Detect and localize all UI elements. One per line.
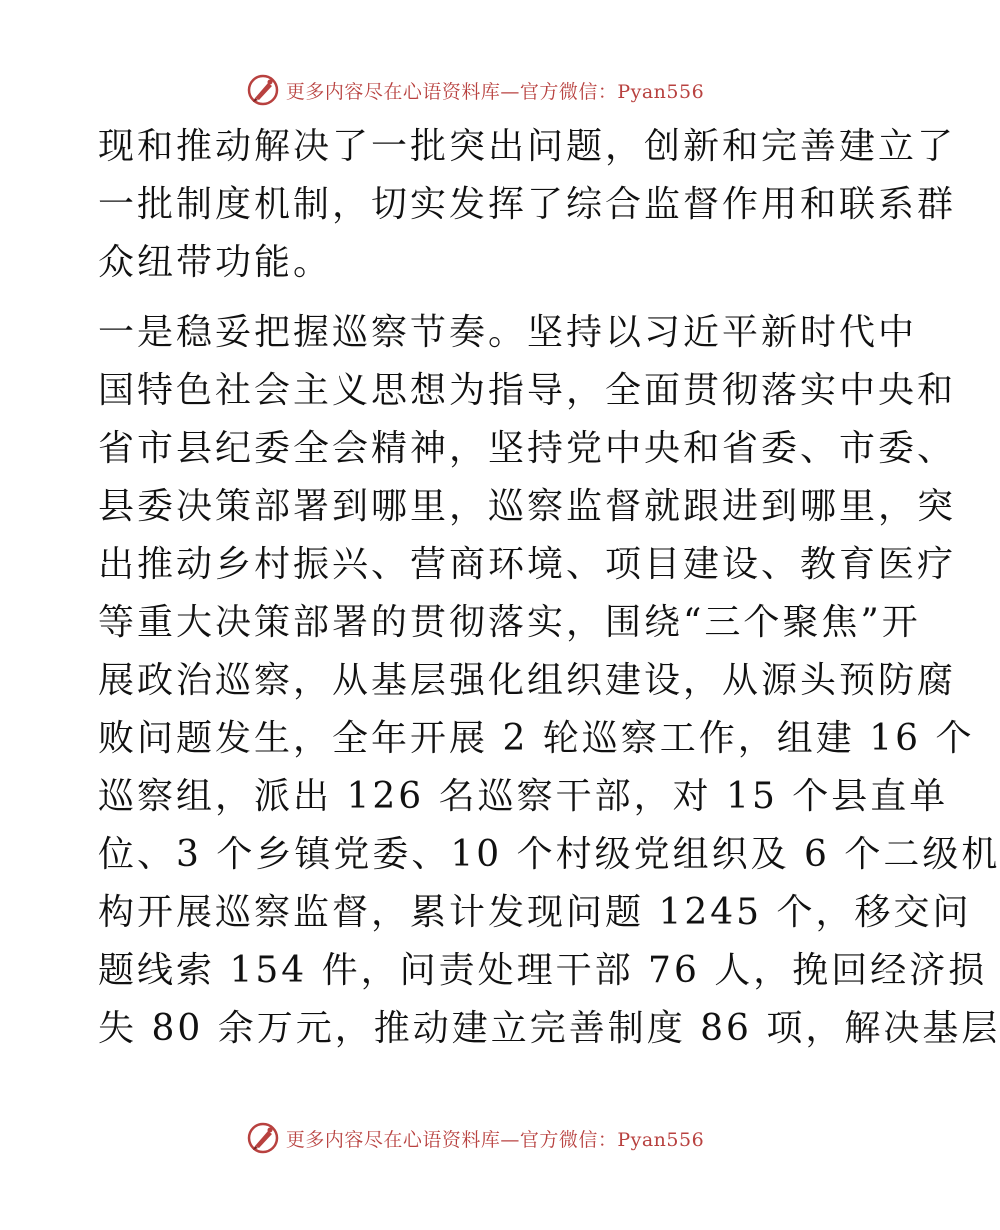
text-line: 构开展巡察监督，累计发现问题 1245 个，移交问	[98, 892, 972, 933]
text-line: 国特色社会主义思想为指导，全面贯彻落实中央和	[98, 370, 957, 411]
paragraph-1	[98, 118, 957, 292]
paragraph-2	[98, 304, 1000, 1058]
watermark-text: 更多内容尽在心语资料库—官方微信：Pyan556	[285, 1128, 705, 1151]
pen-quill-circle-icon	[246, 73, 280, 107]
text-line: 现和推动解决了一批突出问题，创新和完善建立了	[98, 126, 957, 167]
text-line: 众纽带功能。	[98, 242, 333, 283]
document-body	[98, 118, 1000, 1058]
watermark-text: 更多内容尽在心语资料库—官方微信：Pyan556	[285, 80, 705, 103]
text-line: 出推动乡村振兴、营商环境、项目建设、教育医疗	[98, 544, 957, 585]
text-line: 展政治巡察，从基层强化组织建设，从源头预防腐	[98, 660, 957, 701]
text-line: 等重大决策部署的贯彻落实，围绕“三个聚焦”开	[98, 602, 921, 643]
header-watermark	[0, 72, 950, 108]
text-line: 县委决策部署到哪里，巡察监督就跟进到哪里，突	[98, 486, 957, 527]
text-line: 失 80 余万元，推动建立完善制度 86 项，解决基层	[98, 1008, 1000, 1049]
text-line: 题线索 154 件，问责处理干部 76 人，挽回经济损	[98, 950, 988, 991]
text-line: 巡察组，派出 126 名巡察干部，对 15 个县直单	[98, 776, 949, 817]
text-line: 一批制度机制，切实发挥了综合监督作用和联系群	[98, 184, 957, 225]
text-line: 位、3 个乡镇党委、10 个村级党组织及 6 个二级机	[98, 834, 1000, 875]
text-line: 一是稳妥把握巡察节奏。坚持以习近平新时代中	[98, 312, 918, 353]
footer-watermark	[0, 1120, 950, 1156]
pen-quill-circle-icon	[246, 1121, 280, 1155]
text-line: 省市县纪委全会精神，坚持党中央和省委、市委、	[98, 428, 957, 469]
text-line: 败问题发生，全年开展 2 轮巡察工作，组建 16 个	[98, 718, 975, 759]
